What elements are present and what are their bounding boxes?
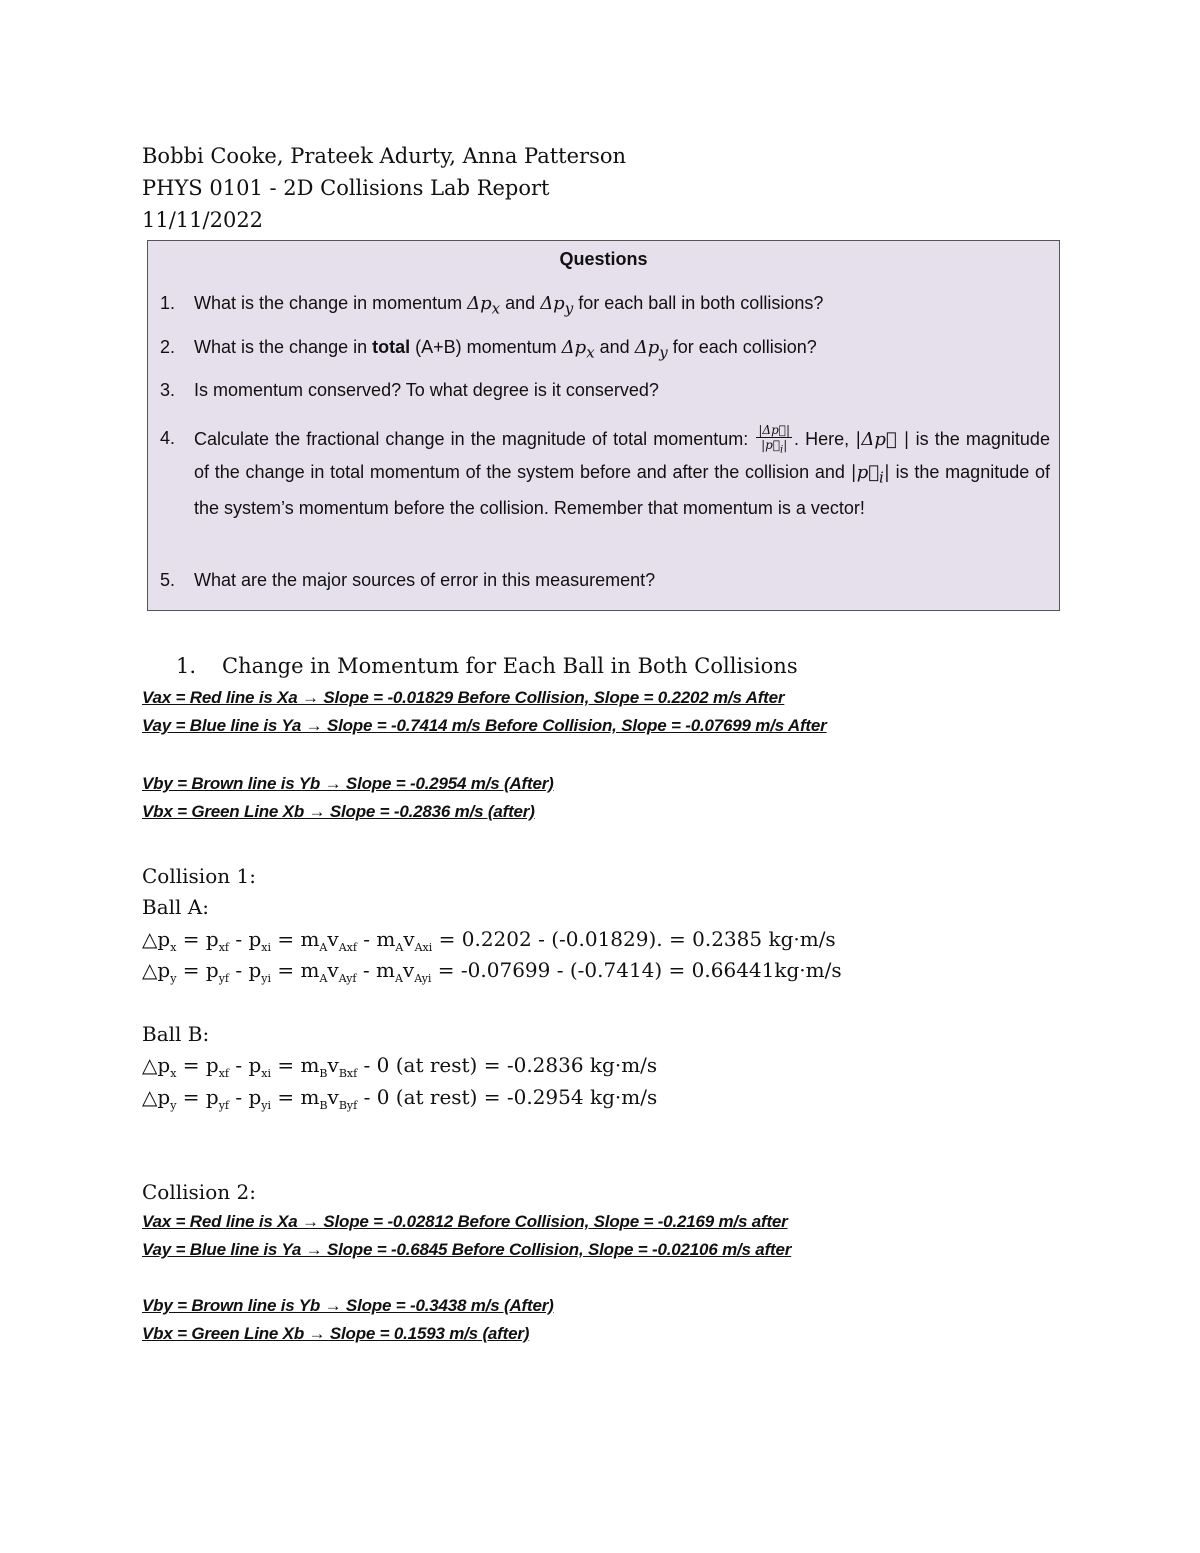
course-title: PHYS 0101 - 2D Collisions Lab Report [142,176,550,200]
c1-vbx-line: Vbx = Green Line Xb → Slope = -0.2836 m/s (after) [142,802,535,821]
collision-2-heading: Collision 2: [142,1180,256,1204]
questions-box [147,240,1060,611]
ball-b-dpy: $\triangle p_y = p_{yf} - p_{yi} = m_Bv_{Byf} - 0$ (at rest) = -0.2954 kg·m/s [142,1085,658,1112]
section-1-heading: 1. Change in Momentum for Each Ball in Both Collisions [176,654,798,678]
c2-vby-line: Vby = Brown line is Yb → Slope = -0.3438 m/s (After) [142,1296,554,1315]
questions-title: Questions [559,249,648,269]
question-2: 2. What is the change in total (A+B) momentum $\Delta p_x$ and $\Delta p_y$ for each collision? [160,337,817,362]
authors: Bobbi Cooke, Prateek Adurty, Anna Patterson [142,144,627,168]
c1-vax-line: Vax = Red line is Xa → Slope = -0.01829 Before Collision, Slope = 0.2202 m/s After [142,688,785,707]
ball-b-dpx: $\triangle p_x = p_{xf} - p_{xi} = m_Bv_{Bxf} - 0$ (at rest) = -0.2836 kg·m/s [142,1053,658,1080]
ball-a-label: Ball A: [142,895,209,919]
question-3: 3. Is momentum conserved? To what degree is it conserved? [160,380,659,400]
report-date: 11/11/2022 [142,208,264,232]
question-1: 1. What is the change in momentum $\Delta p_x$ and $\Delta p_y$ for each ball in both collisions? [160,293,824,318]
ball-a-dpx: $\triangle p_x = p_{xf} - p_{xi} = m_Av_{Axf} - m_Av_{Axi} = 0.2202 - (-0.01829)$. = 0.2385 kg·m/s [142,927,836,954]
document-header [142,140,626,236]
ball-a-dpy: $\triangle p_y = p_{yf} - p_{yi} = m_Av_{Ayf} - m_Av_{Ayi} = -0.07699 - (-0.7414) = 0.66441kg\cdot m/s$ [142,958,842,985]
fraction-formula: $\frac{|\Delta p⃗|}{|p⃗_i|}$ [758,423,791,456]
c1-vay-line: Vay = Blue line is Ya → Slope = -0.7414 m/s Before Collision, Slope = -0.07699 m/s After [142,716,827,735]
ball-b-label: Ball B: [142,1022,210,1046]
question-5: 5. What are the major sources of error in this measurement? [160,570,656,590]
c2-vax-line: Vax = Red line is Xa → Slope = -0.02812 Before Collision, Slope = -0.2169 m/s after [142,1212,788,1231]
c2-vay-line: Vay = Blue line is Ya → Slope = -0.6845 Before Collision, Slope = -0.02106 m/s after [142,1240,792,1259]
c2-vbx-line: Vbx = Green Line Xb → Slope = 0.1593 m/s (after) [142,1324,530,1343]
c1-vby-line: Vby = Brown line is Yb → Slope = -0.2954 m/s (After) [142,774,554,793]
question-4: 4. Calculate the fractional change in the magnitude of total momentum: $\frac{|\Delta p⃗|}{|p⃗_i|}$ . Here, |Δp⃗ | is the magnitude of the change in total momentum of the system before and after the collision and $|p⃗_i|$ is the magnitude of the system’s momentum before the collision. Remember that momentum is a vector! [160,423,1050,518]
collision-1-heading: Collision 1: [142,864,256,888]
